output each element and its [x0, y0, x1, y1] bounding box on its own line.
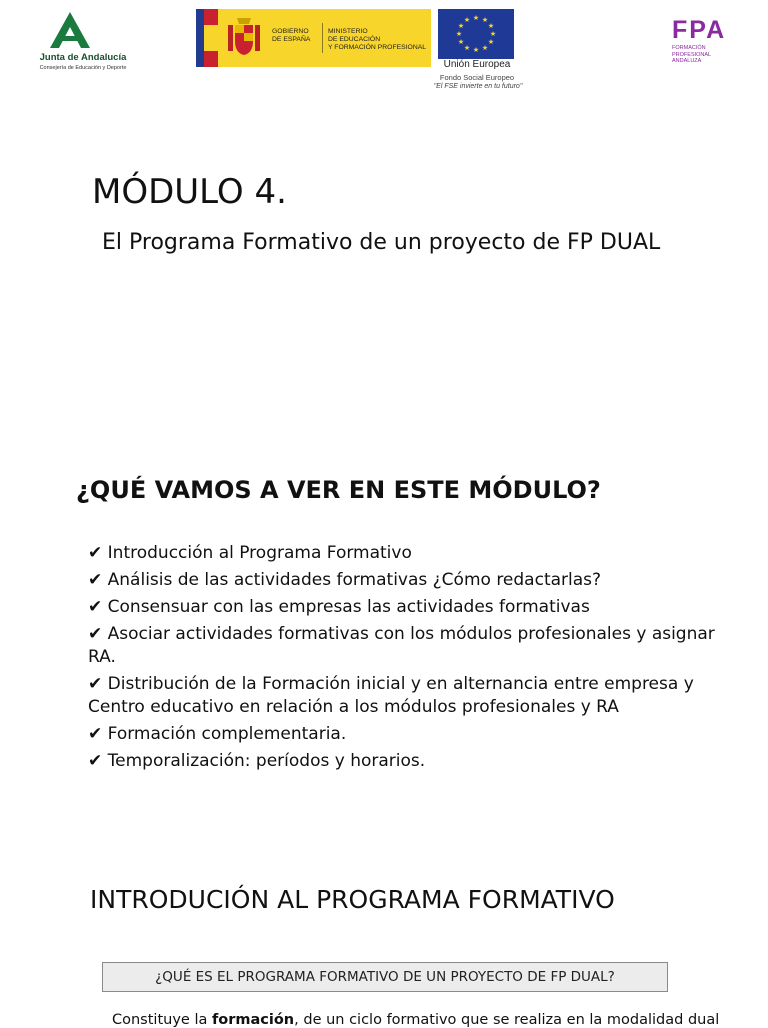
fpa-logo-text: FPA: [672, 16, 727, 44]
topic-text: Asociar actividades formativas con los módulos profesionales y asignar RA.: [88, 624, 715, 667]
check-icon: ✔: [88, 570, 103, 590]
list-item: [88, 623, 738, 669]
svg-text:★: ★: [472, 46, 480, 54]
fpa-line3: ANDALUZA: [672, 58, 702, 64]
paragraph-bold: formación: [211, 1012, 295, 1028]
list-item: [88, 569, 738, 592]
module-subtitle: El Programa Formativo de un proyecto de FP DUAL: [102, 230, 661, 255]
spain-coat-of-arms-icon: [224, 15, 264, 59]
section-heading: ¿QUÉ VAMOS A VER EN ESTE MÓDULO?: [76, 476, 601, 504]
fpa-logo-subtitle: [672, 45, 742, 65]
svg-text:★: ★: [455, 30, 463, 38]
svg-text:★: ★: [487, 38, 495, 46]
logo-separator: [322, 23, 323, 53]
ministerio-line1: MINISTERIO: [328, 28, 368, 35]
check-icon: ✔: [88, 597, 103, 617]
topic-text: Consensuar con las empresas las actividades formativas: [107, 597, 590, 617]
svg-text:★: ★: [472, 14, 480, 22]
eu-slogan: "El FSE invierte en tu futuro": [433, 83, 523, 90]
check-icon: ✔: [88, 724, 103, 744]
topic-text: Temporalización: períodos y horarios.: [107, 751, 426, 771]
gobierno-text: [272, 28, 310, 44]
gobierno-line1: GOBIERNO: [272, 28, 309, 35]
svg-text:★: ★: [481, 44, 489, 52]
fpa-line2: PROFESIONAL: [672, 51, 712, 58]
svg-text:★: ★: [489, 30, 497, 38]
list-item: [88, 673, 738, 719]
ministerio-line2: DE EDUCACIÓN: [328, 36, 381, 43]
topic-text: Distribución de la Formación inicial y en alternancia entre empresa y Centro educativo en relación a los módulos profesionales y RA: [88, 674, 694, 717]
eu-stars-icon: [438, 9, 514, 59]
check-icon: ✔: [88, 674, 103, 694]
svg-text:★: ★: [481, 16, 489, 24]
ministerio-text: [328, 28, 426, 52]
paragraph-end: de un ciclo formativo que se realiza en la modalidad dual: [303, 1012, 720, 1028]
svg-text:★: ★: [463, 44, 471, 52]
body-paragraph: Constituye la formación, de un ciclo formativo que se realiza en la modalidad dual: [112, 1012, 720, 1028]
junta-subtitle: Consejería de Educación y Deporte: [39, 65, 127, 71]
topic-text: Formación complementaria.: [107, 724, 347, 744]
list-item: [88, 542, 738, 565]
list-item: [88, 596, 738, 619]
ministerio-line3: Y FORMACIÓN PROFESIONAL: [328, 44, 427, 51]
topics-list: [88, 542, 738, 777]
junta-name: Junta de Andalucía: [39, 52, 127, 63]
fpa-line1: FORMACIÓN: [672, 45, 706, 51]
intro-heading: INTRODUCIÓN AL PROGRAMA FORMATIVO: [90, 885, 615, 914]
gobierno-line2: DE ESPAÑA: [272, 36, 311, 43]
gobierno-ministerio-logo: [196, 9, 431, 67]
junta-andalucia-logo: [28, 12, 128, 74]
fpa-logo: [672, 18, 742, 68]
eu-fondo-label: Fondo Social Europeo: [439, 73, 515, 82]
module-title: MÓDULO 4.: [92, 172, 287, 212]
eu-flag-logo: [438, 9, 514, 59]
topic-text: Introducción al Programa Formativo: [107, 543, 412, 563]
question-box: ¿QUÉ ES EL PROGRAMA FORMATIVO DE UN PROYECTO DE FP DUAL?: [102, 962, 668, 992]
list-item: [88, 750, 738, 773]
svg-text:★: ★: [487, 22, 495, 30]
check-icon: ✔: [88, 543, 103, 563]
eu-stars-strip-icon: [196, 9, 204, 67]
eu-label: Unión Europea: [443, 59, 511, 70]
topic-text: Análisis de las actividades formativas ¿Cómo redactarlas?: [107, 570, 602, 590]
list-item: [88, 723, 738, 746]
paragraph-start: Constituye la: [112, 1012, 208, 1028]
svg-text:★: ★: [463, 16, 471, 24]
svg-text:★: ★: [457, 38, 465, 46]
check-icon: ✔: [88, 624, 103, 644]
check-icon: ✔: [88, 751, 103, 771]
svg-text:★: ★: [457, 22, 465, 30]
junta-andalucia-mark-icon: [50, 12, 90, 48]
